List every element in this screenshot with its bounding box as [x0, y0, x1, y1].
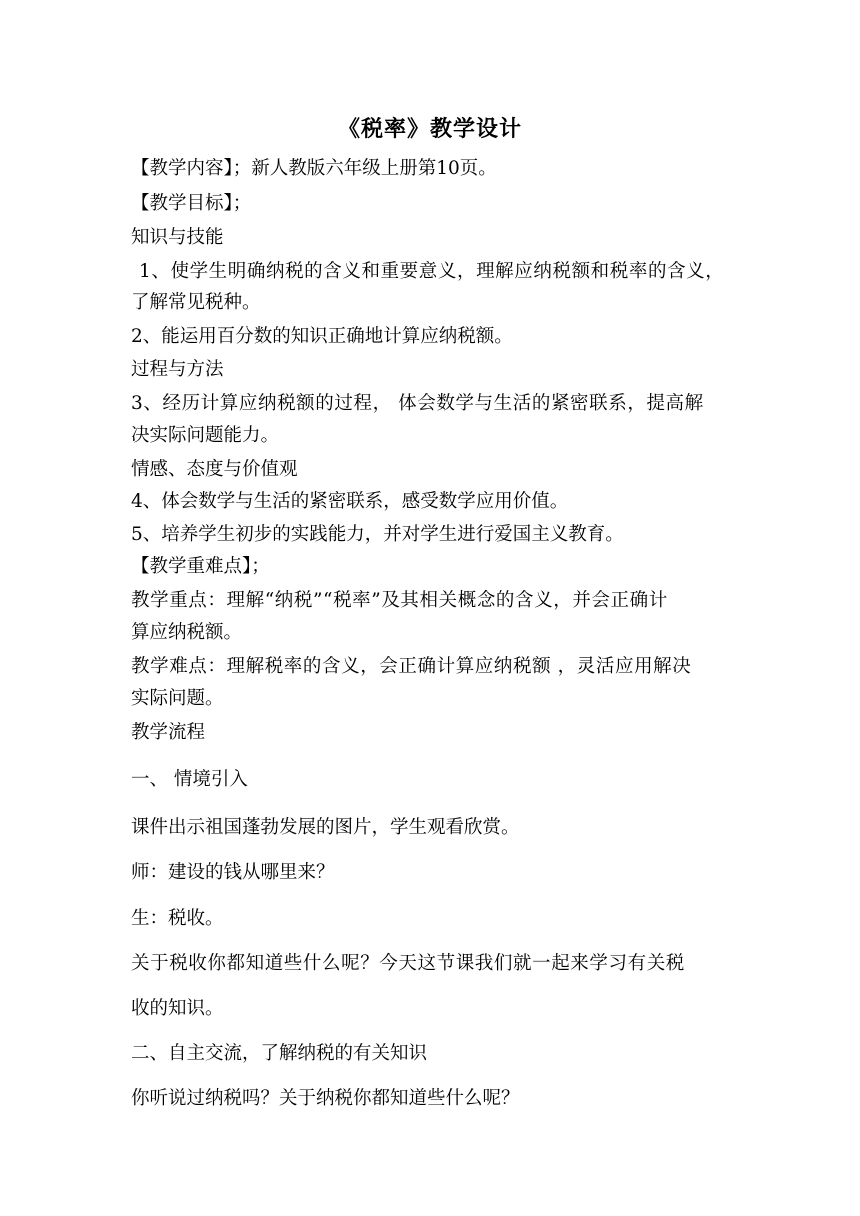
- section-1-heading: 一、 情境引入: [131, 769, 248, 790]
- teaching-goals-heading: 【教学目标】；: [131, 193, 252, 214]
- student-answer-line: 生：税收。: [131, 908, 224, 929]
- key-point-line-1: 教学重点：理解“纳税”“税率”及其相关概念的含义，并会正确计: [131, 590, 668, 611]
- tax-intro-line-1: 关于税收你都知道些什么呢？今天这节课我们就一起来学习有关税: [131, 953, 685, 974]
- goal-3-line-2: 决实际问题能力。: [131, 425, 280, 446]
- section-2-heading: 二、自主交流，了解纳税的有关知识: [131, 1043, 428, 1064]
- process-method-heading: 过程与方法: [131, 359, 224, 380]
- goal-5-line: 5、培养学生初步的实践能力，并对学生进行爱国主义教育。: [131, 524, 624, 545]
- difficulty-line-1: 教学难点：理解税率的含义，会正确计算应纳税额 ，灵活应用解决: [131, 656, 692, 677]
- goal-1-line-2: 了解常见税种。: [131, 292, 261, 313]
- goal-4-line: 4、体会数学与生活的紧密联系，感受数学应用价值。: [131, 491, 569, 512]
- key-difficulties-heading: 【教学重难点】；: [131, 556, 270, 577]
- tax-intro-line-2: 收的知识。: [131, 998, 224, 1019]
- goal-1-line-1: 1、使学生明确纳税的含义和重要意义，理解应纳税额和税率的含义，: [139, 261, 725, 282]
- knowledge-skills-heading: 知识与技能: [131, 227, 224, 248]
- tax-question-line: 你听说过纳税吗？关于纳税你都知道些什么呢？: [131, 1088, 520, 1109]
- key-point-line-2: 算应纳税额。: [131, 622, 243, 643]
- difficulty-line-2: 实际问题。: [131, 688, 224, 709]
- courseware-line: 课件出示祖国蓬勃发展的图片，学生观看欣赏。: [131, 817, 520, 838]
- teaching-content-line: 【教学内容】；新人教版六年级上册第10页。: [131, 158, 497, 179]
- teaching-process-heading: 教学流程: [131, 722, 206, 743]
- teacher-question-line: 师：建设的钱从哪里来？: [131, 862, 335, 883]
- goal-3-line-1: 3、经历计算应纳税额的过程， 体会数学与生活的紧密联系，提高解: [131, 393, 704, 414]
- emotion-attitude-heading: 情感、态度与价值观: [131, 459, 298, 480]
- document-title: 《税率》教学设计: [337, 116, 522, 142]
- goal-2-line: 2、能运用百分数的知识正确地计算应纳税额。: [131, 326, 513, 347]
